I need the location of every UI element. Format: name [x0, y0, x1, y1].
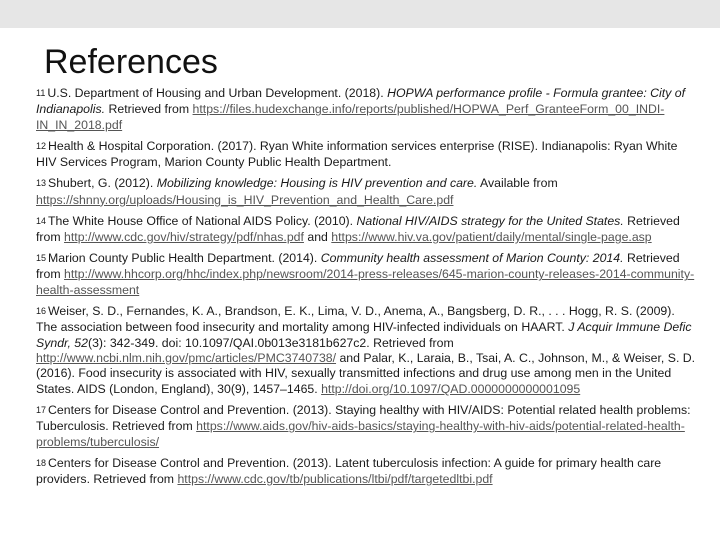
reference-italic-text: J Acquir Immune Defic Syndr, 52 — [36, 320, 692, 350]
reference-item — [36, 304, 696, 397]
reference-number: 18 — [36, 457, 47, 468]
reference-item — [36, 251, 696, 298]
reference-number: 13 — [36, 178, 47, 189]
reference-item — [36, 456, 696, 488]
reference-item — [36, 176, 696, 208]
reference-text: (3): 342-349. doi: 10.1097/QAI.0b013e3181b627c2. Retrieved from — [87, 335, 454, 350]
reference-text: Centers for Disease Control and Prevention. (2013). Staying healthy with HIV/AIDS: Potential related health problems: Tuberculosis. Retrieved from — [36, 402, 691, 434]
reference-text: Retrieved from — [36, 213, 680, 245]
reference-number: 15 — [36, 253, 47, 264]
reference-text: Health & Hospital Corporation. (2017). Ryan White information services enterprise (RISE). Indianapolis: Ryan White HIV Services Program, Marion County Public Health Department. — [36, 138, 678, 170]
reference-italic-text: Community health assessment of Marion County: 2014. — [320, 251, 624, 266]
reference-text: Retrieved from — [105, 102, 193, 117]
reference-link[interactable]: https://www.hiv.va.gov/patient/daily/mental/single-page.asp — [331, 230, 652, 245]
reference-number: 17 — [36, 404, 47, 415]
reference-number: 16 — [36, 305, 47, 316]
reference-text: Weiser, S. D., Fernandes, K. A., Brandson, E. K., Lima, V. D., Anema, A., Bangsberg, D. R., . . . Hogg, R. S. (2009). The association between food insecurity and mortality among HIV-infected individuals on HAART. — [36, 303, 675, 335]
reference-text: U.S. Department of Housing and Urban Development. (2018). — [47, 86, 388, 100]
reference-item — [36, 139, 696, 171]
reference-text: The White House Office of National AIDS Policy. (2010). — [48, 213, 357, 228]
reference-text: Centers for Disease Control and Prevention. (2013). Latent tuberculosis infection: A guide for primary health care providers. Retrieved from — [36, 455, 662, 487]
reference-link[interactable]: http://www.hhcorp.org/hhc/index.php/newsroom/2014-press-releases/645-marion-county-releases-2014-community-health-assessment — [36, 267, 695, 297]
reference-item — [36, 403, 696, 450]
reference-link[interactable]: https://www.aids.gov/hiv-aids-basics/staying-healthy-with-hiv-aids/potential-related-health-problems/tuberculosis/ — [36, 419, 685, 449]
reference-item — [36, 214, 696, 246]
reference-italic-text: Mobilizing knowledge: Housing is HIV prevention and care. — [156, 176, 478, 191]
reference-text: Shubert, G. (2012). — [48, 176, 157, 191]
reference-text: and Palar, K., Laraia, B., Tsai, A. C., Johnson, M., & Weiser, S. D. (2016). Food insecurity is associated with HIV, sexually transmitted infections and drug use among men in the United States. AIDS (London, England), 30(9), 1457–1465. — [36, 351, 696, 396]
top-band — [0, 0, 720, 28]
reference-number: 12 — [36, 140, 47, 151]
reference-link[interactable]: https://shnny.org/uploads/Housing_is_HIV_Prevention_and_Health_Care.pdf — [36, 192, 454, 207]
reference-number: 11 — [36, 88, 46, 98]
reference-link[interactable]: http://www.cdc.gov/hiv/strategy/pdf/nhas.pdf — [64, 230, 304, 245]
reference-link[interactable]: https://www.cdc.gov/tb/publications/ltbi/pdf/targetedltbi.pdf — [177, 472, 493, 487]
reference-item — [36, 86, 696, 133]
reference-number: 14 — [36, 215, 47, 226]
reference-text: Marion County Public Health Department. (2014). — [48, 251, 321, 266]
reference-link[interactable]: http://doi.org/10.1097/QAD.0000000000001095 — [321, 381, 581, 396]
reference-italic-text: HOPWA performance profile - Formula grantee: City of Indianapolis. — [36, 86, 686, 117]
reference-list — [36, 86, 696, 493]
reference-text: and — [303, 230, 332, 245]
slide-title: References — [44, 43, 218, 81]
reference-italic-text: National HIV/AIDS strategy for the United States. — [356, 213, 624, 228]
reference-link[interactable]: http://www.ncbi.nlm.nih.gov/pmc/articles/PMC3740738/ — [36, 351, 337, 366]
reference-text: Retrieved from — [36, 251, 680, 282]
reference-text: Available from — [477, 176, 558, 191]
reference-link[interactable]: https://files.hudexchange.info/reports/published/HOPWA_Perf_GranteeForm_00_INDI-IN_IN_2018.pdf — [36, 102, 665, 132]
